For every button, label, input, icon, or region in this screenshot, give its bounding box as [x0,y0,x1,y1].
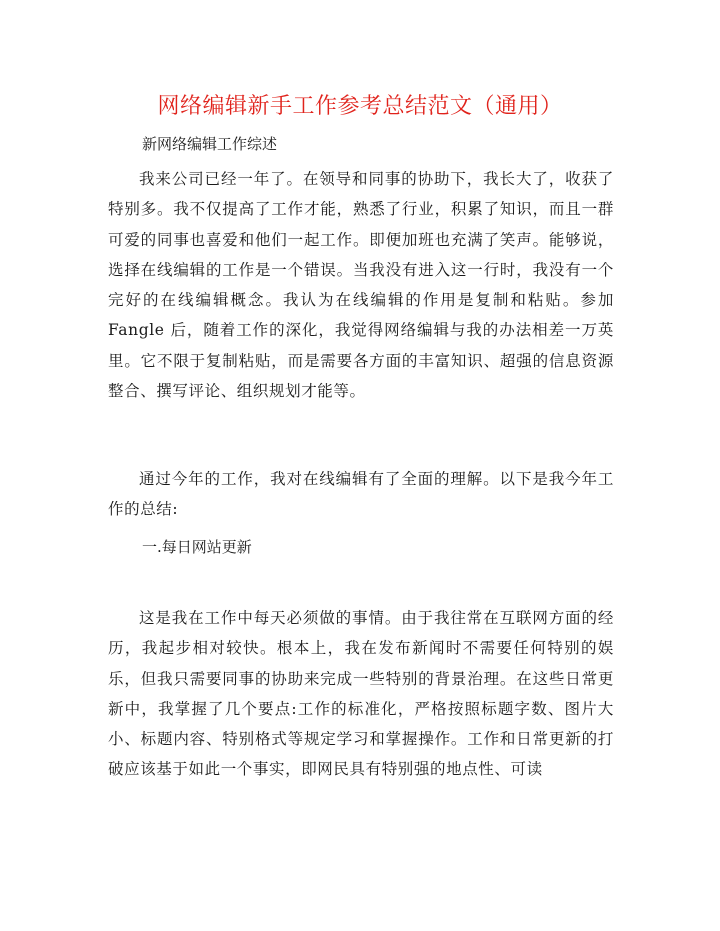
paragraph-summary-lead: 通过今年的工作，我对在线编辑有了全面的理解。以下是我今年工作的总结: [108,470,614,519]
paragraph-daily-update: 这是我在工作中每天必须做的事情。由于我往常在互联网方面的经历，我起步相对较快。根本上，我在发布新闻时不需要任何特别的娱乐，但我只需要同事的协助来完成一些特别的背景治理。在这些日常更新中，我掌握了几个要点:工作的标准化，严格按照标题字数、图片大小、标题内容、特别格式等规定学习和掌握操作。工作和日常更新的打破应该基于如此一个事实，即网民具有特别强的地点性、可读 [108,609,614,779]
document-subtitle: 新网络编辑工作综述 [142,135,278,153]
document-title: 网络编辑新手工作参考总结范文（通用） [157,94,563,119]
section-heading: 一.每日网站更新 [142,538,252,556]
paragraph-intro: 我来公司已经一年了。在领导和同事的协助下，我长大了，收获了特别多。我不仅提高了工作才能，熟悉了行业，积累了知识，而且一群可爱的同事也喜爱和他们一起工作。即便加班也充满了笑声。能够说，选择在线编辑的工作是一个错误。当我没有进入这一行时，我没有一个完好的在线编辑概念。我认为在线编辑的作用是复制和粘贴。参加 Fangle 后，随着工作的深化，我觉得网络编辑与我的办法相差一万英里。它不限于复制粘贴，而是需要各方面的丰富知识、超强的信息资源整合、撰写评论、组织规划才能等。 [108,170,614,401]
